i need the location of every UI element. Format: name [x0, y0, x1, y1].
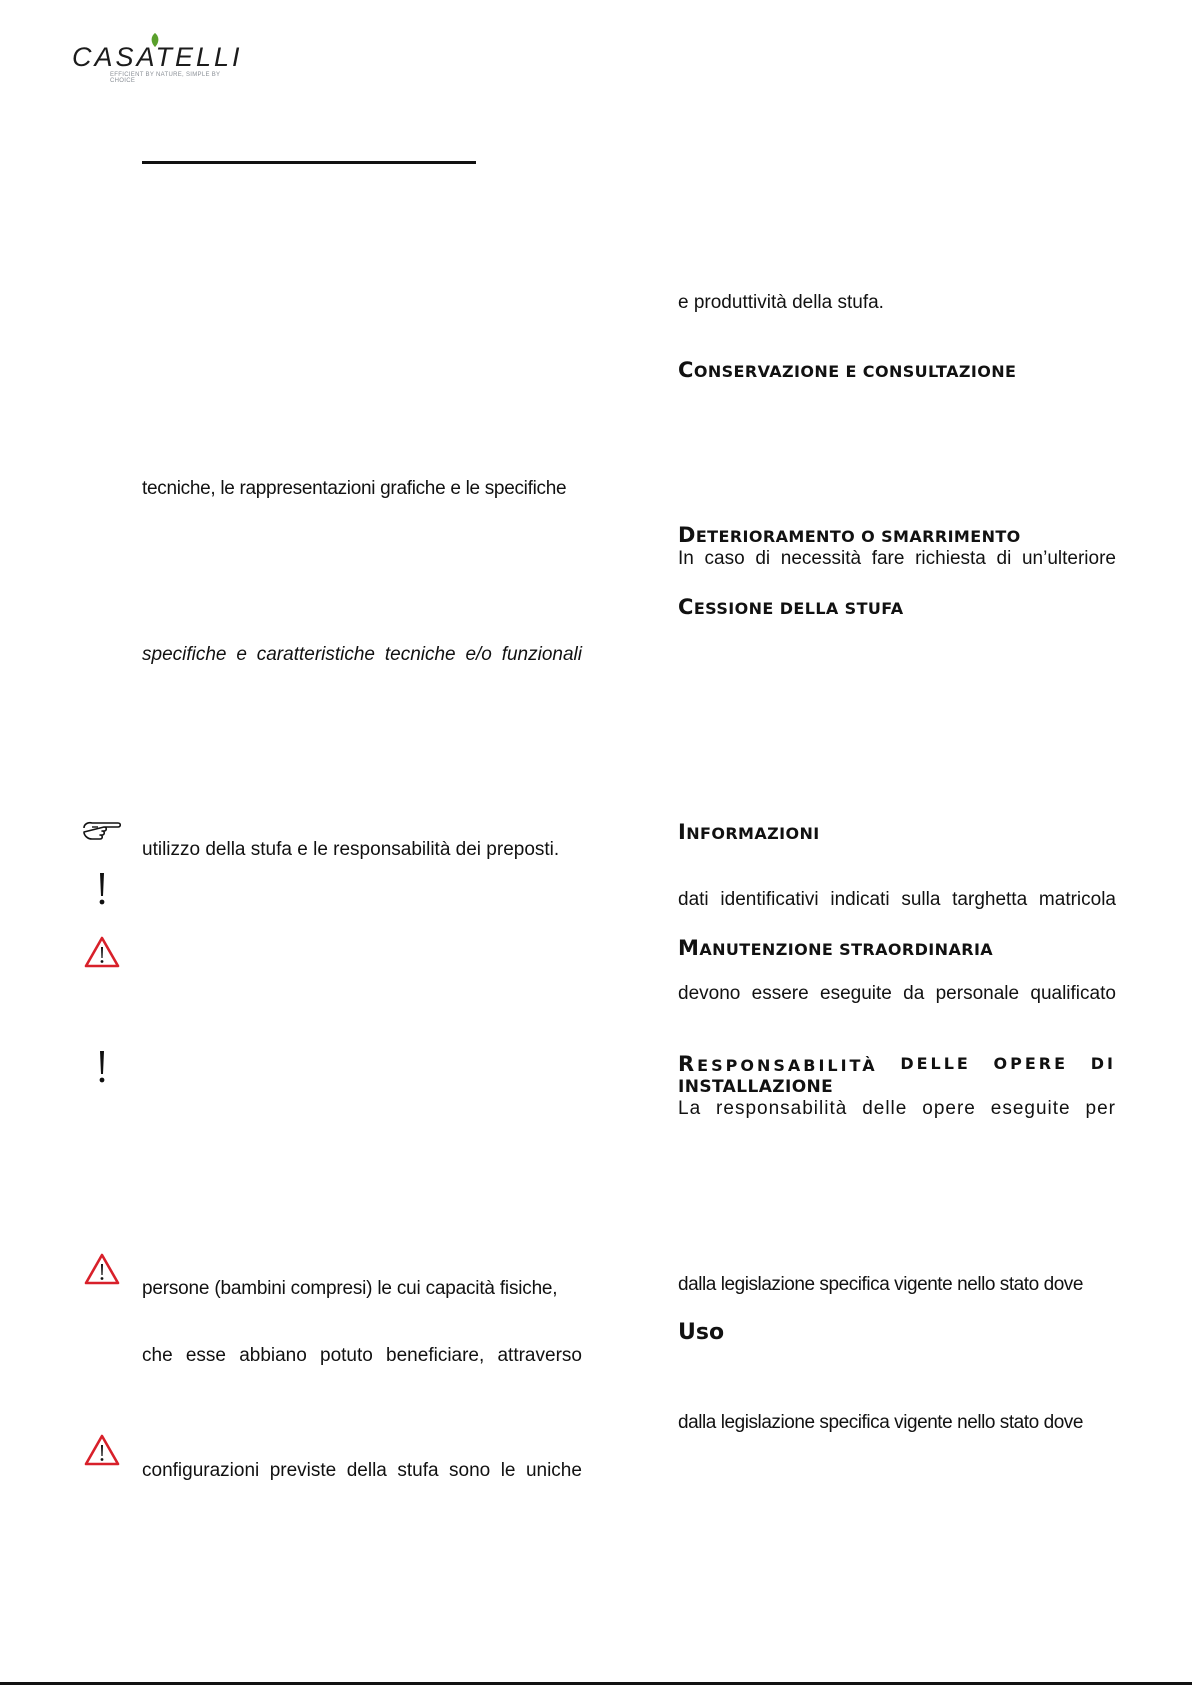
- word: di: [996, 548, 1012, 569]
- word: stufa: [397, 1460, 439, 1481]
- text-line-produttivita: e produttività della stufa.: [678, 292, 884, 313]
- heading-rest: NFORMAZIONI: [686, 824, 820, 843]
- word: opere: [922, 1098, 976, 1119]
- word: qualificato: [1030, 983, 1116, 1004]
- heading-uso: Uso: [678, 1320, 725, 1345]
- word: funzionali: [501, 644, 582, 665]
- heading-rest: ANUTENZIONE STRAORDINARIA: [699, 940, 994, 959]
- word: matricola: [1038, 889, 1116, 910]
- word: richiesta: [915, 548, 986, 569]
- heading-manutenzione: [678, 938, 993, 960]
- word: tecniche: [384, 644, 456, 665]
- text-line-dati: [678, 889, 1116, 911]
- heading-responsabilita: [678, 1054, 1116, 1076]
- word: attraverso: [497, 1345, 582, 1366]
- word: abbiano: [239, 1345, 307, 1366]
- word: dati: [678, 889, 709, 910]
- heading-rest: ESSIONE DELLA STUFA: [693, 599, 904, 618]
- heading-rest: ESPONSABILITÀ: [697, 1056, 878, 1075]
- text-line-specifiche: [142, 644, 582, 666]
- word: caso: [704, 548, 745, 569]
- word: fare: [871, 548, 905, 569]
- warning-triangle-icon: [84, 936, 120, 968]
- word: uniche: [525, 1460, 582, 1481]
- word: delle: [862, 1098, 908, 1119]
- word: essere: [751, 983, 809, 1004]
- heading-word: OPERE: [993, 1054, 1069, 1073]
- word: di: [755, 548, 771, 569]
- text-line-utilizzo: utilizzo della stufa e le responsabilità dei preposti.: [142, 839, 560, 860]
- heading-informazioni: [678, 822, 820, 844]
- heading-word: DELLE: [900, 1054, 971, 1073]
- word: targhetta: [952, 889, 1028, 910]
- word: sulla: [901, 889, 941, 910]
- word: responsabilità: [716, 1098, 848, 1119]
- text-line-legislazione-1: dalla legislazione specifica vigente nello stato dove: [678, 1274, 1083, 1295]
- exclamation-icon: [96, 872, 108, 906]
- word: che: [142, 1345, 173, 1366]
- text-line-legislazione-2: dalla legislazione specifica vigente nello stato dove: [678, 1412, 1083, 1433]
- word: necessità: [780, 548, 862, 569]
- text-line-esse: [142, 1345, 582, 1367]
- word: specifiche: [142, 644, 227, 665]
- word: esse: [185, 1345, 226, 1366]
- word: per: [1085, 1098, 1116, 1119]
- heading-rest: ETERIORAMENTO O SMARRIMENTO: [695, 527, 1021, 546]
- text-line-devono: [678, 983, 1116, 1005]
- text-line-caso: [678, 548, 1116, 570]
- word: da: [903, 983, 925, 1004]
- heading-word: DI: [1090, 1054, 1116, 1073]
- heading-rest: ONSERVAZIONE E CONSULTAZIONE: [693, 362, 1017, 381]
- word: caratteristiche: [256, 644, 376, 665]
- heading-initial: C: [678, 358, 694, 382]
- word: personale: [935, 983, 1020, 1004]
- word: un’ulteriore: [1021, 548, 1116, 569]
- word: La: [678, 1098, 702, 1119]
- word: sono: [449, 1460, 491, 1481]
- heading-installazione: INSTALLAZIONE: [678, 1077, 834, 1097]
- pointing-hand-icon: [80, 818, 124, 844]
- heading-cessione: [678, 597, 904, 619]
- text-line-config: [142, 1460, 582, 1482]
- logo-tagline: EFFICIENT BY NATURE, SIMPLE BY CHOICE: [110, 72, 221, 84]
- heading-initial: C: [678, 595, 694, 619]
- logo: [72, 38, 242, 82]
- word: e/o: [465, 644, 492, 665]
- word: previste: [269, 1460, 337, 1481]
- word: le: [500, 1460, 516, 1481]
- logo-wordmark: CASATELLI: [72, 42, 243, 72]
- text-line-la-responsabilita: [678, 1098, 1116, 1120]
- exclamation-icon: [96, 1050, 108, 1084]
- word: della: [346, 1460, 387, 1481]
- text-line-persone: persone (bambini compresi) le cui capacità fisiche,: [142, 1278, 558, 1299]
- heading-deterioramento: [678, 525, 1021, 547]
- heading-initial: D: [678, 523, 696, 547]
- heading-initial: I: [678, 820, 687, 844]
- warning-triangle-icon: [84, 1434, 120, 1466]
- section-rule: [142, 161, 476, 164]
- word: eseguite: [990, 1098, 1071, 1119]
- word: beneficiare,: [386, 1345, 485, 1366]
- word: eseguite: [820, 983, 892, 1004]
- heading-conservazione: [678, 360, 1016, 382]
- heading-initial: M: [678, 936, 700, 960]
- word: indicati: [830, 889, 890, 910]
- word: potuto: [320, 1345, 373, 1366]
- word: In: [678, 548, 694, 569]
- word: configurazioni: [142, 1460, 260, 1481]
- warning-triangle-icon: [84, 1253, 120, 1285]
- heading-word: [678, 1054, 878, 1076]
- word: e: [236, 644, 247, 665]
- text-line-tecniche: tecniche, le rappresentazioni grafiche e le specifiche: [142, 478, 567, 499]
- heading-initial: R: [678, 1052, 698, 1076]
- word: identificativi: [720, 889, 819, 910]
- word: devono: [678, 983, 741, 1004]
